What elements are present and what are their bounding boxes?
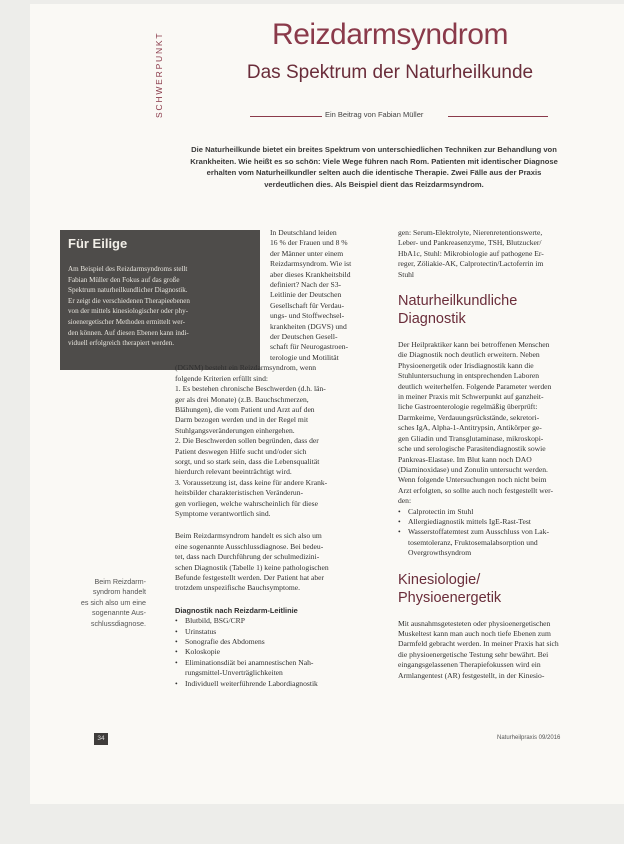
list-item: • Blutbild, BSG/CRP: [175, 616, 375, 626]
section-heading: Kinesiologie/: [398, 571, 481, 588]
body-line: (DGNM) besteht ein Reizdarmsyndrom, wenn: [175, 363, 317, 373]
body-line: eine sogenannte Ausschlussdiagnose. Bei bedeu-: [175, 541, 324, 551]
lead-line: erhalten vom Naturheilkundler selten auch die identische Therapie. Zwei Fälle aus der Praxis: [206, 168, 542, 177]
criteria-line: Blähungen), die vom Patient und Arzt auf den: [175, 404, 315, 414]
summary-box-title: Für Eilige: [68, 236, 128, 251]
list-item: • Sonografie des Abdomens: [175, 637, 375, 647]
list-title: Diagnostik nach Reizdarm-Leitlinie: [175, 605, 298, 615]
criteria-line: sorgt, und so stark sein, dass die Lebensqualität: [175, 456, 320, 466]
summary-line: Er zeigt die verschiedenen Therapieebenen: [68, 296, 190, 305]
criteria-line: heitsbilder charakteristischen Veränderun-: [175, 488, 304, 498]
summary-line: Am Beispiel des Reizdarmsyndroms stellt: [68, 265, 188, 273]
list-item: • Individuell weiterführende Labordiagnostik: [175, 679, 375, 689]
lead-line: Die Naturheilkunde bietet ein breites Spektrum von unterschiedlichen Techniken zur Behandlung von: [191, 145, 557, 154]
body-line: die physioenergetische Testung sehr bewährt. Bei: [398, 649, 549, 659]
margin-note: [64, 577, 146, 629]
body-line: Arzt erfolgten, so sollte auch noch festgestellt wer-: [398, 485, 554, 495]
body-line: in meiner Praxis mit Schwerpunkt auf ganzheit-: [398, 392, 544, 402]
body-line: deutlich weiterhelfen. Folgende Parameter werden: [398, 381, 552, 391]
body-line: den:: [398, 496, 412, 506]
body-line: Pankreas-Elastase. Im Blut kann noch DAO: [398, 454, 532, 464]
body-line: Beim Reizdarmsyndrom handelt es sich also um: [175, 531, 322, 541]
criteria-line: Stuhlgangsveränderungen einhergehen.: [175, 425, 295, 435]
body-line: definiert? Nach der S3-: [270, 280, 342, 290]
section-label-text: SCHWERPUNKT: [154, 31, 164, 118]
lead-line: Krankheiten. Wie heißt es so schön: Viele Wege führen nach Rom. Patienten mit identischer Diagnose: [190, 156, 558, 166]
column-left: [175, 228, 375, 689]
note-line: schlussdiagnose.: [90, 618, 146, 628]
list-item: • Koloskopie: [175, 647, 375, 657]
note-line: syndrom handelt: [92, 587, 146, 597]
body-line: folgende Kriterien erfüllt sind:: [175, 373, 268, 383]
body-line: schaft für Neurogastroen-: [270, 342, 349, 352]
body-line: tet, dass nach Durchführung der schulmedizini-: [175, 552, 320, 562]
body-line: trotzdem unspezifische Bauchsymptome.: [175, 583, 301, 593]
body-line: sches IgA, Alpha-1-Antitrypsin, Antikörper ge-: [398, 423, 542, 433]
body-line: Der Heilpraktiker kann bei betroffenen Menschen: [398, 340, 550, 350]
note-line: sogenannte Aus-: [92, 608, 146, 618]
lead-line: verdeutlichen dies. Als Beispiel dient das Reizdarmsyndrom.: [264, 179, 484, 189]
list-item: • Allergiediagnostik mittels IgE-Rast-Test: [398, 517, 596, 527]
body-line: der Männer unter einem: [270, 248, 344, 258]
spacer: [175, 519, 375, 531]
body-line: liche Gastroenterologie regelmäßig überprüft:: [398, 402, 538, 412]
list-item-continued: rungsmittel-Unverträglichkeiten: [185, 668, 283, 678]
body-line: Muskeltest kann man auch noch tiefe Ebenen zum: [398, 628, 551, 638]
byline: Ein Beitrag von Fabian Müller: [325, 110, 424, 119]
body-line: sche und serologische Parasitendiagnostik sowie: [398, 444, 546, 454]
spacer: [398, 607, 596, 619]
criteria-line: Darm bezogen werden und in der Regel mit: [175, 415, 309, 425]
summary-line: Fabian Müller den Fokus auf das große: [68, 275, 180, 284]
body-line: Stuhl: [398, 269, 415, 279]
note-line: es sich also um eine: [80, 597, 146, 607]
body-line: Befunde festgestellt werden. Der Patient hat aber: [175, 573, 325, 582]
summary-line: sioenergetischer Methoden ermittelt wer-: [68, 317, 185, 326]
body-line: Mit ausnahmsgetesteten oder physioenergetischen: [398, 618, 551, 628]
section-heading: Naturheilkundliche: [398, 293, 518, 310]
criteria-line: 1. Es bestehen chronische Beschwerden (d.h. län-: [175, 384, 326, 394]
body-line: HbA1c, Stuhl: Mikrobiologie auf pathogene Er-: [398, 248, 544, 258]
body-line: Wenn folgende Untersuchungen noch nicht beim: [398, 475, 547, 485]
list-item: • Eliminationsdiät bei anamnestischen Nah-: [175, 658, 375, 668]
body-line: 16 % der Frauen und 8 %: [270, 238, 348, 248]
footer-issue: Naturheilpraxis 09/2016: [497, 735, 561, 741]
body-line: (Diaminoxidase) und Zonulin untersucht werden.: [398, 464, 548, 474]
spacer: [398, 280, 596, 292]
lead-paragraph: [164, 144, 584, 190]
list-item: • Urinstatus: [175, 627, 375, 637]
body-line: der Deutschen Gesell-: [270, 332, 338, 342]
list-item-continued: Overgrowthsyndrom: [408, 548, 472, 558]
criteria-line: gen vorliegen, welche wahrscheinlich für diese: [175, 498, 318, 508]
body-line: reger, Zöliakie-AK, Calprotectin/Lactoferrin im: [398, 259, 544, 269]
body-line: In Deutschland leiden: [270, 228, 337, 237]
body-line: Physioenergetik oder Irisdiagnostik kann die: [398, 360, 534, 370]
intro-narrow: [175, 228, 375, 363]
body-line: ungs- und Stoffwechsel-: [270, 311, 345, 321]
body-line: die Diagnostik noch deutlich erweitern. Neben: [398, 350, 540, 360]
spacer: [398, 328, 596, 340]
summary-line: den können. Auf diesen Ebenen kann indi-: [68, 328, 189, 337]
criteria-line: ger als drei Monate) (z.B. Bauchschmerzen,: [175, 394, 309, 404]
page-number: 34: [94, 733, 108, 745]
list-item-continued: tosemtoleranz, Fruktosemalabsorption und: [408, 537, 538, 547]
byline-rule-right: [448, 116, 548, 117]
note-line: Beim Reizdarm-: [94, 577, 146, 586]
body-line: aber dieses Krankheitsbild: [270, 269, 351, 279]
criteria-line: 2. Die Beschwerden sollen begründen, dass der: [175, 436, 319, 446]
body-line: Stuhluntersuchung in entsprechenden Laboren: [398, 371, 540, 381]
byline-row: [250, 110, 550, 124]
criteria-line: 3. Voraussetzung ist, dass keine für andere Krank-: [175, 477, 328, 487]
body-line: Gesellschaft für Verdau-: [270, 300, 345, 310]
spacer: [398, 559, 596, 571]
summary-line: von der mittels kinesiologischer oder phy-: [68, 307, 188, 316]
body-line: Leitlinie der Deutschen: [270, 290, 342, 300]
section-label: [152, 30, 166, 120]
summary-line: Spektrum naturheilkundlicher Diagnostik.: [68, 286, 188, 295]
body-line: Leber- und Pankreasenzyme, TSH, Blutzucker/: [398, 238, 542, 248]
body-line: krankheiten (DGVS) und: [270, 321, 347, 331]
byline-rule-left: [250, 116, 322, 117]
criteria-line: hierdurch relevant beeinträchtigt wird.: [175, 467, 292, 477]
article-title: Reizdarmsyndrom: [272, 18, 508, 51]
body-line: terologie und Motilität: [270, 352, 339, 362]
article-subtitle: Das Spektrum der Naturheilkunde: [246, 62, 534, 83]
body-line: schen Diagnostik (Tabelle 1) keine pathologischen: [175, 562, 329, 572]
list-item: • Wasserstoffatemtest zum Ausschluss von Lak-: [398, 527, 596, 537]
spacer: [175, 594, 375, 606]
body-line: Reizdarmsyndrom. Wie ist: [270, 259, 352, 269]
body-line: eingangsgelassenen Therapiefokussen wird ein: [398, 660, 541, 670]
column-right: [398, 228, 596, 681]
summary-line: viduell erfolgreich therapiert werden.: [68, 339, 174, 348]
body-line: gen Gliadin und Transglutaminase, mikroskopi-: [398, 433, 544, 443]
body-line: Darmfeld gebracht werden. In meiner Praxis hat sich: [398, 639, 559, 649]
list-item: • Calprotectin im Stuhl: [398, 507, 596, 517]
criteria-line: Symptome verantwortlich sind.: [175, 508, 271, 518]
body-line: Darmkeime, Verdauungsrückstände, sekretori-: [398, 412, 540, 422]
body-line: Armlangentest (AR) festgestellt, in der Kinesio-: [398, 670, 545, 680]
section-heading: Physioenergetik: [398, 589, 502, 606]
section-heading: Diagnostik: [398, 311, 466, 328]
body-line: gen: Serum-Elektrolyte, Nierenretentionswerte,: [398, 228, 543, 237]
criteria-line: Patient deswegen Hilfe sucht und/oder sich: [175, 446, 307, 456]
